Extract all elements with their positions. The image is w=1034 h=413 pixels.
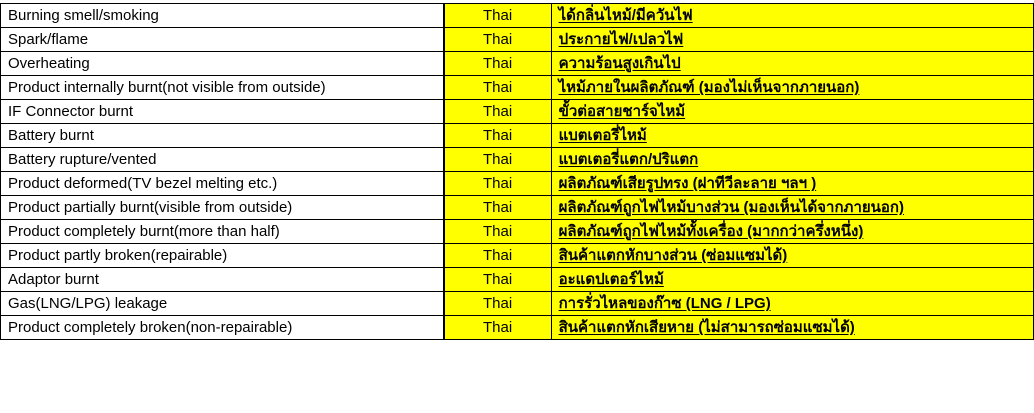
cell-thai[interactable]: ความร้อนสูงเกินไป [551,52,1033,76]
cell-language[interactable]: Thai [444,316,552,340]
table-row [1,316,1034,340]
table-row [1,172,1034,196]
cell-language[interactable]: Thai [444,76,552,100]
cell-thai[interactable]: แบตเตอรี่ไหม้ [551,124,1033,148]
cell-thai[interactable]: ขั้วต่อสายชาร์จไหม้ [551,100,1033,124]
table-row [1,4,1034,28]
cell-thai[interactable]: ผลิตภัณฑ์ถูกไฟไหม้บางส่วน (มองเห็นได้จากภายนอก) [551,196,1033,220]
cell-thai[interactable]: ผลิตภัณฑ์ถูกไฟไหม้ทั้งเครื่อง (มากกว่าครึ่งหนึ่ง) [551,220,1033,244]
table-row [1,52,1034,76]
table-row [1,268,1034,292]
cell-english[interactable]: Gas(LNG/LPG) leakage [1,292,444,316]
table-row [1,220,1034,244]
cell-language[interactable]: Thai [444,148,552,172]
cell-language[interactable]: Thai [444,172,552,196]
cell-english[interactable]: IF Connector burnt [1,100,444,124]
cell-english[interactable]: Product internally burnt(not visible from outside) [1,76,444,100]
cell-english[interactable]: Product completely burnt(more than half) [1,220,444,244]
cell-english[interactable]: Product partially burnt(visible from outside) [1,196,444,220]
cell-language[interactable]: Thai [444,52,552,76]
cell-english[interactable]: Product partly broken(repairable) [1,244,444,268]
table-row [1,148,1034,172]
cell-english[interactable]: Adaptor burnt [1,268,444,292]
cell-language[interactable]: Thai [444,244,552,268]
table-body [1,4,1034,340]
cell-thai[interactable]: ประกายไฟ/เปลวไฟ [551,28,1033,52]
cell-language[interactable]: Thai [444,4,552,28]
cell-english[interactable]: Battery rupture/vented [1,148,444,172]
cell-thai[interactable]: สินค้าแตกหักเสียหาย (ไม่สามารถซ่อมแซมได้) [551,316,1033,340]
cell-thai[interactable]: การรั่วไหลของก๊าซ (LNG / LPG) [551,292,1033,316]
cell-english[interactable]: Product deformed(TV bezel melting etc.) [1,172,444,196]
cell-thai[interactable]: อะแดปเตอร์ไหม้ [551,268,1033,292]
cell-language[interactable]: Thai [444,220,552,244]
cell-english[interactable]: Overheating [1,52,444,76]
cell-english[interactable]: Burning smell/smoking [1,4,444,28]
cell-english[interactable]: Product completely broken(non-repairable) [1,316,444,340]
cell-language[interactable]: Thai [444,292,552,316]
cell-thai[interactable]: ได้กลิ่นไหม้/มีควันไฟ [551,4,1033,28]
table-row [1,196,1034,220]
table-row [1,100,1034,124]
cell-thai[interactable]: สินค้าแตกหักบางส่วน (ซ่อมแซมได้) [551,244,1033,268]
table-row [1,124,1034,148]
cell-thai[interactable]: แบตเตอรี่แตก/ปริแตก [551,148,1033,172]
cell-english[interactable]: Battery burnt [1,124,444,148]
cell-english[interactable]: Spark/flame [1,28,444,52]
translation-table [0,3,1034,340]
table-row [1,292,1034,316]
cell-language[interactable]: Thai [444,28,552,52]
table-row [1,76,1034,100]
table-row [1,244,1034,268]
cell-language[interactable]: Thai [444,268,552,292]
cell-thai[interactable]: ผลิตภัณฑ์เสียรูปทรง (ฝาทีวีละลาย ฯลฯ ) [551,172,1033,196]
cell-language[interactable]: Thai [444,100,552,124]
cell-thai[interactable]: ไหม้ภายในผลิตภัณฑ์ (มองไม่เห็นจากภายนอก) [551,76,1033,100]
table-row [1,28,1034,52]
cell-language[interactable]: Thai [444,196,552,220]
cell-language[interactable]: Thai [444,124,552,148]
